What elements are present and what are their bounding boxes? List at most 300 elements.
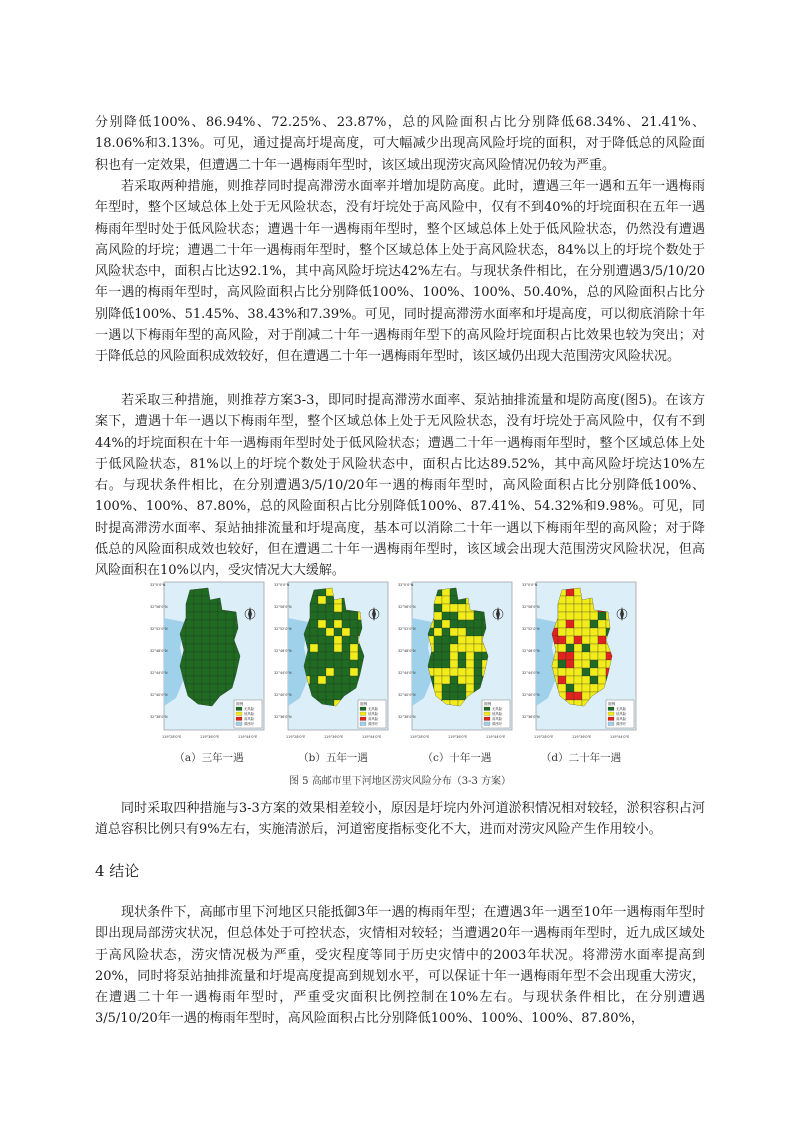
- polder-cell: [566, 620, 574, 628]
- polder-cell: [226, 660, 234, 668]
- polder-cell: [210, 612, 218, 620]
- legend-label: 滞涝圩: [616, 722, 627, 726]
- polder-cell: [342, 644, 350, 652]
- polder-cell: [186, 652, 194, 660]
- legend-swatch: [484, 707, 490, 711]
- polder-cell: [342, 636, 350, 644]
- lat-tick-label: 33°0'0"N: [150, 583, 166, 587]
- legend-swatch: [360, 707, 366, 711]
- map-legend: [606, 700, 634, 728]
- risk-map-a: [150, 578, 268, 748]
- legend-swatch: [236, 717, 242, 721]
- lat-tick-label: 32°40'0"N: [150, 693, 168, 697]
- polder-cell: [566, 668, 574, 676]
- polder-cell: [582, 676, 590, 684]
- polder-cell: [458, 668, 466, 676]
- polder-cell: [334, 660, 342, 668]
- lat-tick-label: 32°36'0"N: [150, 715, 168, 719]
- polder-cell: [474, 668, 482, 676]
- polder-cell: [566, 636, 574, 644]
- polder-cell: [450, 668, 458, 676]
- polder-cell: [590, 668, 598, 676]
- lat-tick-label: 32°56'0"N: [274, 605, 292, 609]
- legend-swatch: [236, 707, 242, 711]
- lat-tick-label: 32°56'0"N: [522, 605, 540, 609]
- lat-tick-label: 32°44'0"N: [274, 671, 292, 675]
- lat-tick-label: 32°40'0"N: [398, 693, 416, 697]
- polder-cell: [466, 684, 474, 692]
- polder-cell: [202, 604, 210, 612]
- polder-cell: [442, 596, 450, 604]
- polder-cell: [458, 652, 466, 660]
- polder-cell: [310, 684, 318, 692]
- legend-swatch: [608, 722, 614, 726]
- polder-cell: [566, 604, 574, 612]
- polder-cell: [326, 660, 334, 668]
- polder-cell: [318, 660, 326, 668]
- polder-cell: [318, 684, 326, 692]
- polder-cell: [342, 676, 350, 684]
- polder-cell: [218, 636, 226, 644]
- polder-cell: [558, 644, 566, 652]
- polder-cell: [334, 620, 342, 628]
- polder-cell: [558, 636, 566, 644]
- polder-cell: [442, 644, 450, 652]
- polder-cell: [434, 676, 442, 684]
- polder-cell: [318, 644, 326, 652]
- polder-cell: [582, 652, 590, 660]
- map-legend: [234, 700, 262, 728]
- lat-tick-label: 32°40'0"N: [522, 693, 540, 697]
- polder-cell: [218, 612, 226, 620]
- polder-cell: [194, 692, 202, 700]
- polder-cell: [458, 692, 466, 700]
- polder-cell: [598, 676, 606, 684]
- polder-cell: [466, 660, 474, 668]
- polder-cell: [574, 644, 582, 652]
- polder-cell: [202, 636, 210, 644]
- polder-cell: [334, 636, 342, 644]
- polder-cell: [326, 644, 334, 652]
- polder-cell: [574, 660, 582, 668]
- polder-cell: [194, 652, 202, 660]
- polder-cell: [342, 668, 350, 676]
- polder-cell: [226, 668, 234, 676]
- polder-cell: [318, 676, 326, 684]
- polder-cell: [210, 668, 218, 676]
- polder-cell: [442, 604, 450, 612]
- polder-cell: [210, 604, 218, 612]
- polder-cell: [350, 628, 358, 636]
- polder-cell: [218, 652, 226, 660]
- polder-cell: [334, 612, 342, 620]
- paragraph-2: 若采取两种措施，则推荐同时提高滞涝水面率并增加堤防高度。此时，遭遇三年一遇和五年一遇梅雨年型时，整个区域总体上处于无风险状态，没有圩垸处于高风险中，仅有不到40%的圩垸面积在五年一遇梅雨年型时处于低风险状态；遭遇十年一遇梅雨年型时，整个区域总体上处于低风险状态，仍然没有遭遇高风险的圩垸；遭遇二十年一遇梅雨年型时，整个区域总体上处于高风险状态，84%以上的圩垸个数处于风险状态中，面积占比达92.1%，其中高风险圩垸达42%左右。与现状条件相比，在分别遭遇3/5/10/20年一遇的梅雨年型时，高风险面积占比分别降低100%、100%、100%、50.40%，总的风险面积占比分别降低100%、51.45%、38.43%和7.39%。可见，同时提高滞涝水面率和圩堤高度，可以彻底消除十年一遇以下梅雨年型的高风险，对于削减二十年一遇梅雨年型下的高风险圩垸面积占比效果也较为突出；对于降低总的风险面积成效较好，但在遭遇二十年一遇梅雨年型时，该区域仍出现大范围涝灾风险状况。: [95, 179, 705, 365]
- polder-cell: [342, 684, 350, 692]
- polder-cell: [582, 636, 590, 644]
- polder-cell: [342, 660, 350, 668]
- polder-cell: [574, 692, 582, 700]
- polder-cell: [342, 628, 350, 636]
- polder-cell: [590, 644, 598, 652]
- paragraph-3: 若采取三种措施，则推荐方案3-3，即同时提高滞涝水面率、泵站抽排流量和堤防高度(图5)。在该方案下，遭遇十年一遇以下梅雨年型，整个区域总体上处于无风险状态，没有圩垸处于高风险中，仅有不到44%的圩垸面积在十年一遇梅雨年型时处于低风险状态；遭遇二十年一遇梅雨年型时，整个区域总体上处于低风险状态，81%以上的圩垸个数处于风险状态中，面积占比达89.52%，其中高风险圩垸达10%左右。与现状条件相比，在分别遭遇3/5/10/20年一遇的梅雨年型时，高风险面积占比分别降低100%、100%、100%、87.80%，总的风险面积占比分别降低100%、87.41%、54.32%和9.98%。可见，同时提高滞涝水面率、泵站抽排流量和圩堤高度，基本可以消除二十年一遇以下梅雨年型的高风险；对于降低总的风险面积成效也较好，但在遭遇二十年一遇梅雨年型时，该区域会出现大范围涝灾风险状况，但高风险面积在10%以内，受灾情况大大缓解。: [95, 393, 705, 579]
- polder-cell: [442, 660, 450, 668]
- polder-cell: [350, 612, 358, 620]
- polder-cell: [434, 620, 442, 628]
- polder-cell: [310, 636, 318, 644]
- polder-cell: [434, 604, 442, 612]
- polder-cell: [186, 676, 194, 684]
- legend-label: 高风险: [368, 717, 379, 721]
- map-caption-d: （d）二十年一遇: [540, 752, 622, 764]
- polder-cell: [450, 636, 458, 644]
- polder-cell: [566, 676, 574, 684]
- legend-title: 图例: [484, 702, 492, 706]
- legend-title: 图例: [608, 702, 616, 706]
- legend-label: 高风险: [492, 717, 503, 721]
- legend-label: 无风险: [368, 707, 379, 711]
- lat-tick-label: 33°0'0"N: [522, 583, 538, 587]
- polder-cell: [582, 612, 590, 620]
- map-legend: [358, 700, 386, 728]
- polder-cell: [218, 644, 226, 652]
- polder-cell: [582, 620, 590, 628]
- polder-cell: [318, 668, 326, 676]
- polder-cell: [194, 612, 202, 620]
- polder-cell: [558, 612, 566, 620]
- polder-cell: [326, 612, 334, 620]
- polder-cell: [566, 644, 574, 652]
- polder-cell: [450, 660, 458, 668]
- polder-cell: [326, 596, 334, 604]
- polder-cell: [318, 692, 326, 700]
- lat-tick-label: 33°0'0"N: [274, 583, 290, 587]
- lon-tick-label: 119°44'0"E: [486, 735, 506, 739]
- polder-cell: [186, 604, 194, 612]
- polder-cell: [590, 636, 598, 644]
- polder-cell: [326, 676, 334, 684]
- lat-tick-label: 32°52'0"N: [522, 627, 540, 631]
- legend-title: 图例: [236, 702, 244, 706]
- polder-cell: [458, 620, 466, 628]
- polder-cell: [558, 660, 566, 668]
- map-caption-b: （b）五年一遇: [298, 752, 368, 764]
- polder-cell: [466, 676, 474, 684]
- map-frame-group: [522, 582, 636, 739]
- polder-cell: [574, 652, 582, 660]
- polder-cell: [318, 636, 326, 644]
- polder-cell: [442, 652, 450, 660]
- polder-cell: [226, 636, 234, 644]
- polder-cell: [218, 684, 226, 692]
- polder-cell: [202, 660, 210, 668]
- polder-cell: [202, 668, 210, 676]
- polder-cell: [310, 620, 318, 628]
- polder-cell: [186, 684, 194, 692]
- polder-cell: [326, 636, 334, 644]
- polder-cell: [474, 644, 482, 652]
- polder-cell: [186, 628, 194, 636]
- polder-cell: [558, 668, 566, 676]
- polder-cell: [574, 620, 582, 628]
- polder-cell: [334, 628, 342, 636]
- polder-cell: [326, 652, 334, 660]
- polder-cell: [434, 660, 442, 668]
- polder-cell: [226, 644, 234, 652]
- polder-cell: [598, 612, 606, 620]
- polder-cell: [574, 636, 582, 644]
- map-caption-a: （a）三年一遇: [174, 752, 244, 764]
- polder-cell: [342, 620, 350, 628]
- polder-cell: [450, 676, 458, 684]
- polder-cell: [466, 620, 474, 628]
- polder-cell: [310, 652, 318, 660]
- polder-cell: [310, 612, 318, 620]
- polder-cell: [442, 612, 450, 620]
- polder-cell: [450, 692, 458, 700]
- lon-tick-label: 119°44'0"E: [238, 735, 258, 739]
- polder-cell: [350, 620, 358, 628]
- legend-label: 滞涝圩: [368, 722, 379, 726]
- polder-cell: [210, 620, 218, 628]
- polder-cell: [326, 692, 334, 700]
- legend-title: 图例: [360, 702, 368, 706]
- lon-tick-label: 119°28'0"E: [286, 735, 306, 739]
- polder-cell: [558, 604, 566, 612]
- legend-swatch: [608, 707, 614, 711]
- lat-tick-label: 32°40'0"N: [274, 693, 292, 697]
- paragraph-1: 分别降低100%、86.94%、72.25%、23.87%，总的风险面积占比分别降低68.34%、21.41%、18.06%和3.13%。可见，通过提高圩堤高度，可大幅减少出现高风险圩垸的面积，对于降低总的风险面积也有一定效果，但遭遇二十年一遇梅雨年型时，该区域出现涝灾高风险情况仍较为严重。: [95, 115, 705, 173]
- polder-cell: [326, 604, 334, 612]
- polder-cell: [466, 636, 474, 644]
- polder-cell: [582, 692, 590, 700]
- lat-tick-label: 32°52'0"N: [274, 627, 292, 631]
- map-panel-c: [398, 578, 516, 774]
- lon-tick-label: 119°36'0"E: [200, 735, 220, 739]
- polder-cell: [194, 620, 202, 628]
- polder-cell: [226, 652, 234, 660]
- polder-cell: [450, 612, 458, 620]
- map-frame-group: [274, 582, 388, 739]
- polder-cell: [574, 596, 582, 604]
- polder-cell: [590, 628, 598, 636]
- polder-cell: [194, 628, 202, 636]
- polder-cell: [474, 628, 482, 636]
- lat-tick-label: 32°52'0"N: [398, 627, 416, 631]
- polder-cell: [450, 628, 458, 636]
- polder-cell: [310, 660, 318, 668]
- polder-cell: [334, 668, 342, 676]
- polder-cell: [590, 652, 598, 660]
- polder-cell: [350, 644, 358, 652]
- legend-label: 低风险: [492, 712, 503, 716]
- polder-cell: [450, 652, 458, 660]
- polder-cell: [334, 676, 342, 684]
- legend-swatch: [608, 712, 614, 716]
- polder-cell: [566, 660, 574, 668]
- polder-cell: [450, 620, 458, 628]
- polder-cell: [598, 628, 606, 636]
- polder-cell: [442, 684, 450, 692]
- polder-cell: [210, 684, 218, 692]
- polder-cell: [442, 620, 450, 628]
- map-legend: [482, 700, 510, 728]
- polder-cell: [458, 644, 466, 652]
- polder-cell: [310, 668, 318, 676]
- polder-cell: [202, 692, 210, 700]
- lon-tick-label: 119°28'0"E: [162, 735, 182, 739]
- polder-cell: [194, 676, 202, 684]
- polder-cell: [598, 660, 606, 668]
- polder-cell: [310, 604, 318, 612]
- polder-cell: [590, 676, 598, 684]
- polder-cell: [590, 660, 598, 668]
- polder-cell: [350, 636, 358, 644]
- legend-label: 高风险: [616, 717, 627, 721]
- polder-cell: [450, 644, 458, 652]
- lat-tick-label: 32°48'0"N: [398, 649, 416, 653]
- polder-cell: [326, 620, 334, 628]
- polder-cell: [318, 612, 326, 620]
- polder-cell: [582, 644, 590, 652]
- polder-cell: [226, 676, 234, 684]
- polder-cell: [194, 604, 202, 612]
- polder-cell: [458, 660, 466, 668]
- polder-cell: [342, 612, 350, 620]
- polder-cell: [210, 652, 218, 660]
- polder-cell: [226, 612, 234, 620]
- legend-swatch: [360, 712, 366, 716]
- polder-cell: [458, 612, 466, 620]
- polder-cell: [310, 676, 318, 684]
- polder-cell: [194, 660, 202, 668]
- lat-tick-label: 32°44'0"N: [522, 671, 540, 675]
- polder-cell: [466, 612, 474, 620]
- polder-cell: [334, 604, 342, 612]
- polder-cell: [310, 644, 318, 652]
- polder-cell: [326, 668, 334, 676]
- polder-cell: [442, 676, 450, 684]
- polder-cell: [318, 604, 326, 612]
- lat-tick-label: 32°36'0"N: [398, 715, 416, 719]
- polder-cell: [210, 644, 218, 652]
- legend-label: 低风险: [368, 712, 379, 716]
- polder-cell: [226, 620, 234, 628]
- polder-cell: [226, 628, 234, 636]
- legend-swatch: [360, 722, 366, 726]
- polder-cell: [442, 636, 450, 644]
- polder-cell: [202, 652, 210, 660]
- polder-cell: [558, 676, 566, 684]
- polder-cell: [566, 692, 574, 700]
- polder-cell: [558, 620, 566, 628]
- polder-cell: [558, 628, 566, 636]
- polder-cell: [186, 660, 194, 668]
- polder-cell: [558, 684, 566, 692]
- polder-cell: [202, 612, 210, 620]
- polder-cell: [474, 620, 482, 628]
- polder-cell: [598, 652, 606, 660]
- polder-cell: [194, 668, 202, 676]
- polder-cell: [598, 620, 606, 628]
- map-frame-group: [398, 582, 512, 739]
- legend-label: 滞涝圩: [492, 722, 503, 726]
- polder-cell: [202, 628, 210, 636]
- polder-cell: [574, 612, 582, 620]
- polder-cell: [202, 644, 210, 652]
- polder-cell: [218, 628, 226, 636]
- legend-label: 无风险: [616, 707, 627, 711]
- legend-label: 高风险: [244, 717, 255, 721]
- figure-caption: 图 5 高邮市里下河地区涝灾风险分布（3-3 方案）: [288, 776, 511, 787]
- legend-swatch: [484, 717, 490, 721]
- polder-cell: [434, 636, 442, 644]
- polder-cell: [566, 628, 574, 636]
- legend-swatch: [236, 722, 242, 726]
- polder-cell: [566, 612, 574, 620]
- lat-tick-label: 33°0'0"N: [398, 583, 414, 587]
- lon-tick-label: 119°36'0"E: [572, 735, 592, 739]
- lon-tick-label: 119°44'0"E: [362, 735, 382, 739]
- legend-label: 无风险: [244, 707, 255, 711]
- legend-swatch: [360, 717, 366, 721]
- polder-cell: [202, 684, 210, 692]
- polder-cell: [458, 604, 466, 612]
- lat-tick-label: 32°44'0"N: [150, 671, 168, 675]
- polder-cell: [334, 692, 342, 700]
- polder-cell: [598, 668, 606, 676]
- legend-label: 滞涝圩: [244, 722, 255, 726]
- polder-cell: [210, 636, 218, 644]
- polder-cell: [574, 604, 582, 612]
- polder-cell: [334, 652, 342, 660]
- polder-cell: [582, 668, 590, 676]
- polder-cell: [434, 652, 442, 660]
- polder-cell: [566, 652, 574, 660]
- polder-cell: [434, 612, 442, 620]
- risk-map-c: [398, 578, 516, 748]
- polder-cell: [202, 596, 210, 604]
- lon-tick-label: 119°28'0"E: [410, 735, 430, 739]
- section-heading-conclusion: 4 结论: [95, 862, 140, 880]
- polder-cell: [194, 596, 202, 604]
- lat-tick-label: 32°48'0"N: [522, 649, 540, 653]
- polder-cell: [474, 660, 482, 668]
- polder-cell: [434, 644, 442, 652]
- polder-cell: [310, 628, 318, 636]
- polder-cell: [598, 644, 606, 652]
- polder-cell: [318, 596, 326, 604]
- polder-cell: [466, 652, 474, 660]
- polder-cell: [450, 596, 458, 604]
- polder-cell: [442, 628, 450, 636]
- lat-tick-label: 32°44'0"N: [398, 671, 416, 675]
- polder-cell: [186, 612, 194, 620]
- polder-cell: [466, 668, 474, 676]
- paragraph-4: 同时采取四种措施与3-3方案的效果相差较小，原因是圩垸内外河道淤积情况相对较轻，淤积容积占河道总容积比例只有9%左右，实施清淤后，河道密度指标变化不大，进而对涝灾风险产生作用较小。: [95, 801, 705, 838]
- polder-cell: [458, 684, 466, 692]
- polder-cell: [582, 684, 590, 692]
- polder-cell: [326, 684, 334, 692]
- polder-cell: [558, 652, 566, 660]
- map-panel-a: [150, 578, 268, 774]
- polder-cell: [474, 676, 482, 684]
- polder-cell: [474, 636, 482, 644]
- polder-cell: [318, 628, 326, 636]
- polder-cell: [574, 676, 582, 684]
- polder-cell: [318, 652, 326, 660]
- risk-map-b: [274, 578, 392, 748]
- legend-label: 无风险: [492, 707, 503, 711]
